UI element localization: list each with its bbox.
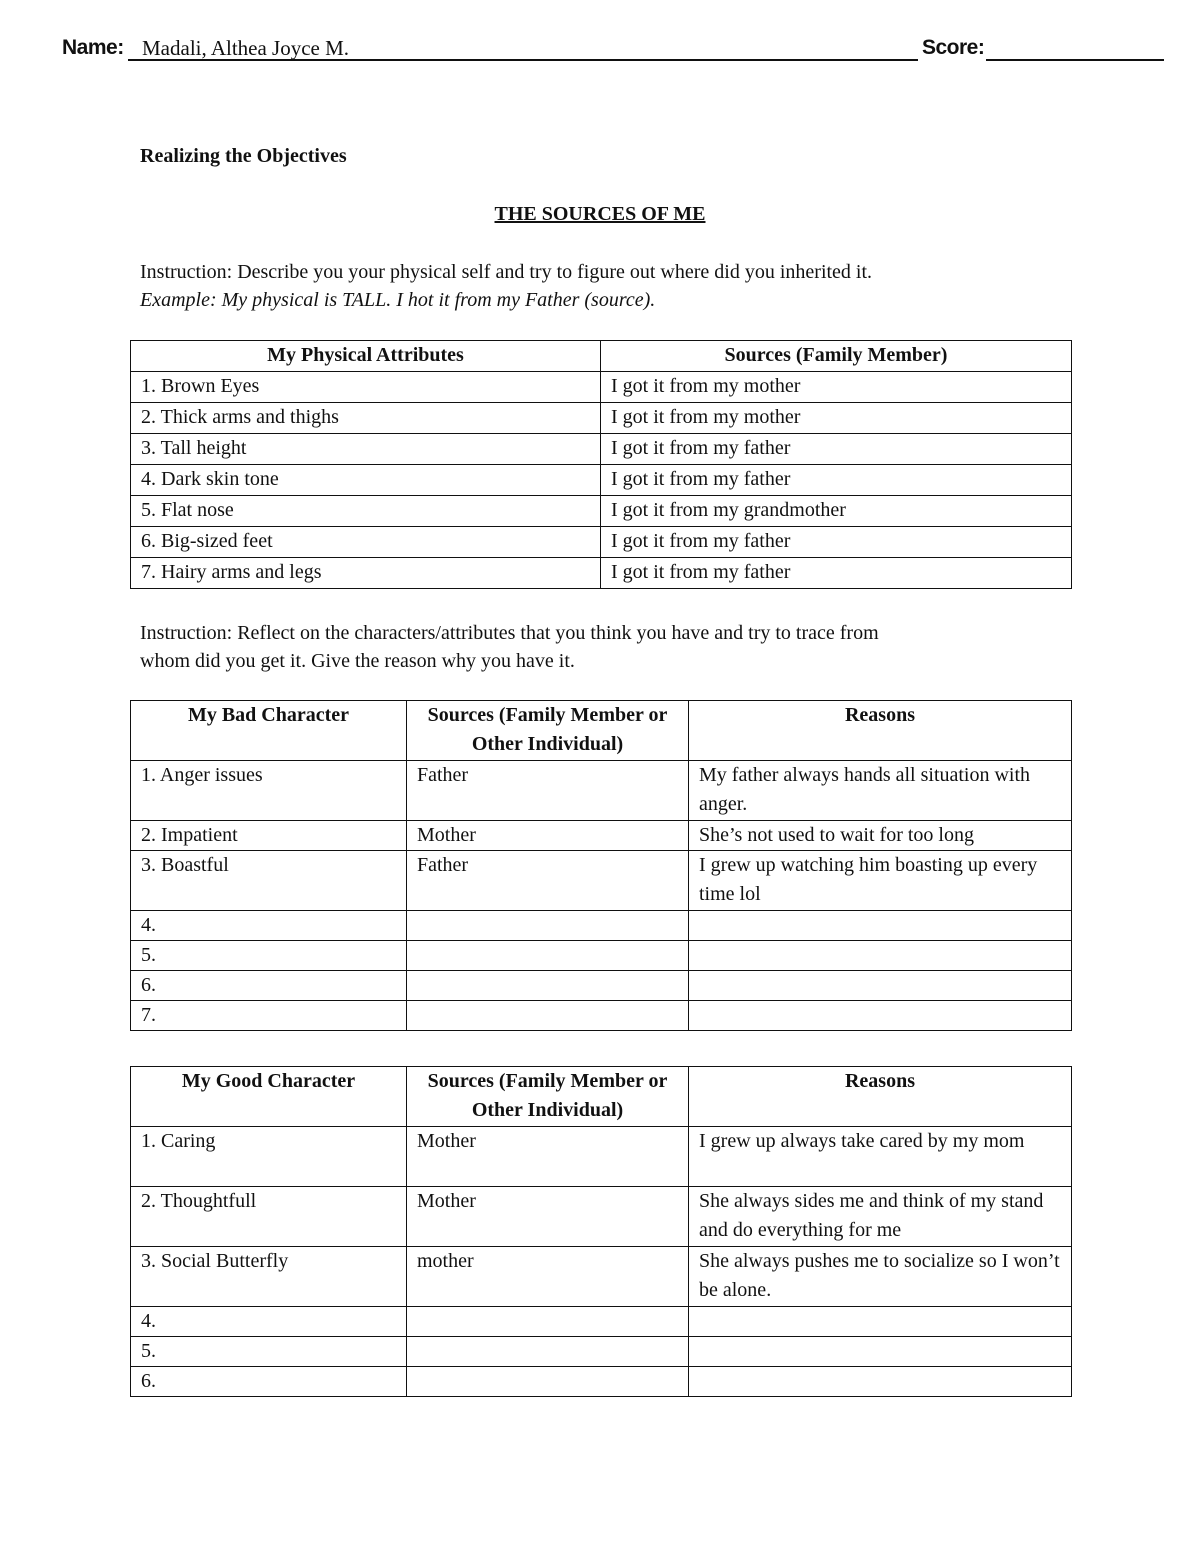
source-cell: Mother [407,1187,689,1247]
bad-character-table [130,700,1072,1031]
source-cell [407,1337,689,1367]
table-row [131,911,1072,941]
column-header: Sources (Family Member or Other Individual) [407,1067,689,1127]
instruction-physical-text: Instruction: Describe you your physical self and try to figure out where did you inherited it. [140,261,873,283]
column-header: My Bad Character [131,701,407,761]
source-cell [407,911,689,941]
table-row [131,761,1072,821]
table-header-row [131,701,1072,761]
source-cell: Father [407,761,689,821]
character-cell: 4. [131,911,407,941]
table-row [131,1187,1072,1247]
attribute-cell: 5. Flat nose [131,496,601,527]
table-row [131,1307,1072,1337]
instruction-character-line2: whom did you get it. Give the reason why you have it. [140,650,575,672]
source-cell: I got it from my mother [601,403,1072,434]
reason-cell [689,971,1072,1001]
table-row [131,496,1072,527]
table-row [131,821,1072,851]
reason-cell: My father always hands all situation with anger. [689,761,1072,821]
source-cell: I got it from my father [601,465,1072,496]
header [62,34,1164,64]
instruction-physical [140,258,1040,314]
source-cell: I got it from my father [601,558,1072,589]
table-row [131,851,1072,911]
reason-cell [689,1307,1072,1337]
source-cell: I got it from my grandmother [601,496,1072,527]
table-row [131,465,1072,496]
table-row [131,434,1072,465]
table-row [131,372,1072,403]
reason-cell [689,911,1072,941]
attribute-cell: 2. Thick arms and thighs [131,403,601,434]
table-header-row [131,341,1072,372]
physical-attributes-table [130,340,1072,589]
source-cell [407,971,689,1001]
good-character-table [130,1066,1072,1397]
attribute-cell: 4. Dark skin tone [131,465,601,496]
source-cell [407,1367,689,1397]
source-cell: mother [407,1247,689,1307]
table-row [131,1001,1072,1031]
character-cell: 5. [131,941,407,971]
attribute-cell: 6. Big-sized feet [131,527,601,558]
reason-cell: She always pushes me to socialize so I won’t be alone. [689,1247,1072,1307]
character-cell: 1. Caring [131,1127,407,1187]
name-value: Madali, Althea Joyce M. [142,36,350,60]
table-row [131,1127,1072,1187]
reason-cell: She always sides me and think of my stand and do everything for me [689,1187,1072,1247]
instruction-character [140,619,1040,675]
table-row [131,403,1072,434]
reason-cell: I grew up watching him boasting up every time lol [689,851,1072,911]
attribute-cell: 3. Tall height [131,434,601,465]
character-cell: 4. [131,1307,407,1337]
source-cell [407,941,689,971]
score-label: Score: [922,36,985,59]
column-header: My Good Character [131,1067,407,1127]
character-cell: 6. [131,1367,407,1397]
reason-cell [689,1367,1072,1397]
reason-cell: She’s not used to wait for too long [689,821,1072,851]
character-cell: 2. Impatient [131,821,407,851]
column-header: My Physical Attributes [131,341,601,372]
source-cell: I got it from my father [601,527,1072,558]
attribute-cell: 1. Brown Eyes [131,372,601,403]
source-cell: Father [407,851,689,911]
section-title: Realizing the Objectives [140,145,347,167]
source-cell [407,1307,689,1337]
column-header: Sources (Family Member or Other Individual) [407,701,689,761]
table-row [131,1367,1072,1397]
reason-cell [689,941,1072,971]
column-header: Reasons [689,1067,1072,1127]
table-row [131,527,1072,558]
source-cell: Mother [407,1127,689,1187]
column-header: Reasons [689,701,1072,761]
character-cell: 3. Social Butterfly [131,1247,407,1307]
character-cell: 3. Boastful [131,851,407,911]
document-title: THE SOURCES OF ME [494,203,706,225]
reason-cell [689,1001,1072,1031]
instruction-physical-example: Example: My physical is TALL. I hot it from my Father (source). [140,289,656,311]
name-label: Name: [62,36,124,59]
table-row [131,558,1072,589]
character-cell: 7. [131,1001,407,1031]
source-cell: I got it from my father [601,434,1072,465]
reason-cell: I grew up always take cared by my mom [689,1127,1072,1187]
table-row [131,1247,1072,1307]
table-row [131,971,1072,1001]
table-row [131,1337,1072,1367]
source-cell: Mother [407,821,689,851]
attribute-cell: 7. Hairy arms and legs [131,558,601,589]
column-header: Sources (Family Member) [601,341,1072,372]
instruction-character-line1: Instruction: Reflect on the characters/attributes that you think you have and try to trace from [140,622,879,644]
source-cell: I got it from my mother [601,372,1072,403]
character-cell: 6. [131,971,407,1001]
reason-cell [689,1337,1072,1367]
table-header-row [131,1067,1072,1127]
character-cell: 2. Thoughtfull [131,1187,407,1247]
character-cell: 1. Anger issues [131,761,407,821]
character-cell: 5. [131,1337,407,1367]
table-row [131,941,1072,971]
score-underline [986,59,1164,61]
source-cell [407,1001,689,1031]
